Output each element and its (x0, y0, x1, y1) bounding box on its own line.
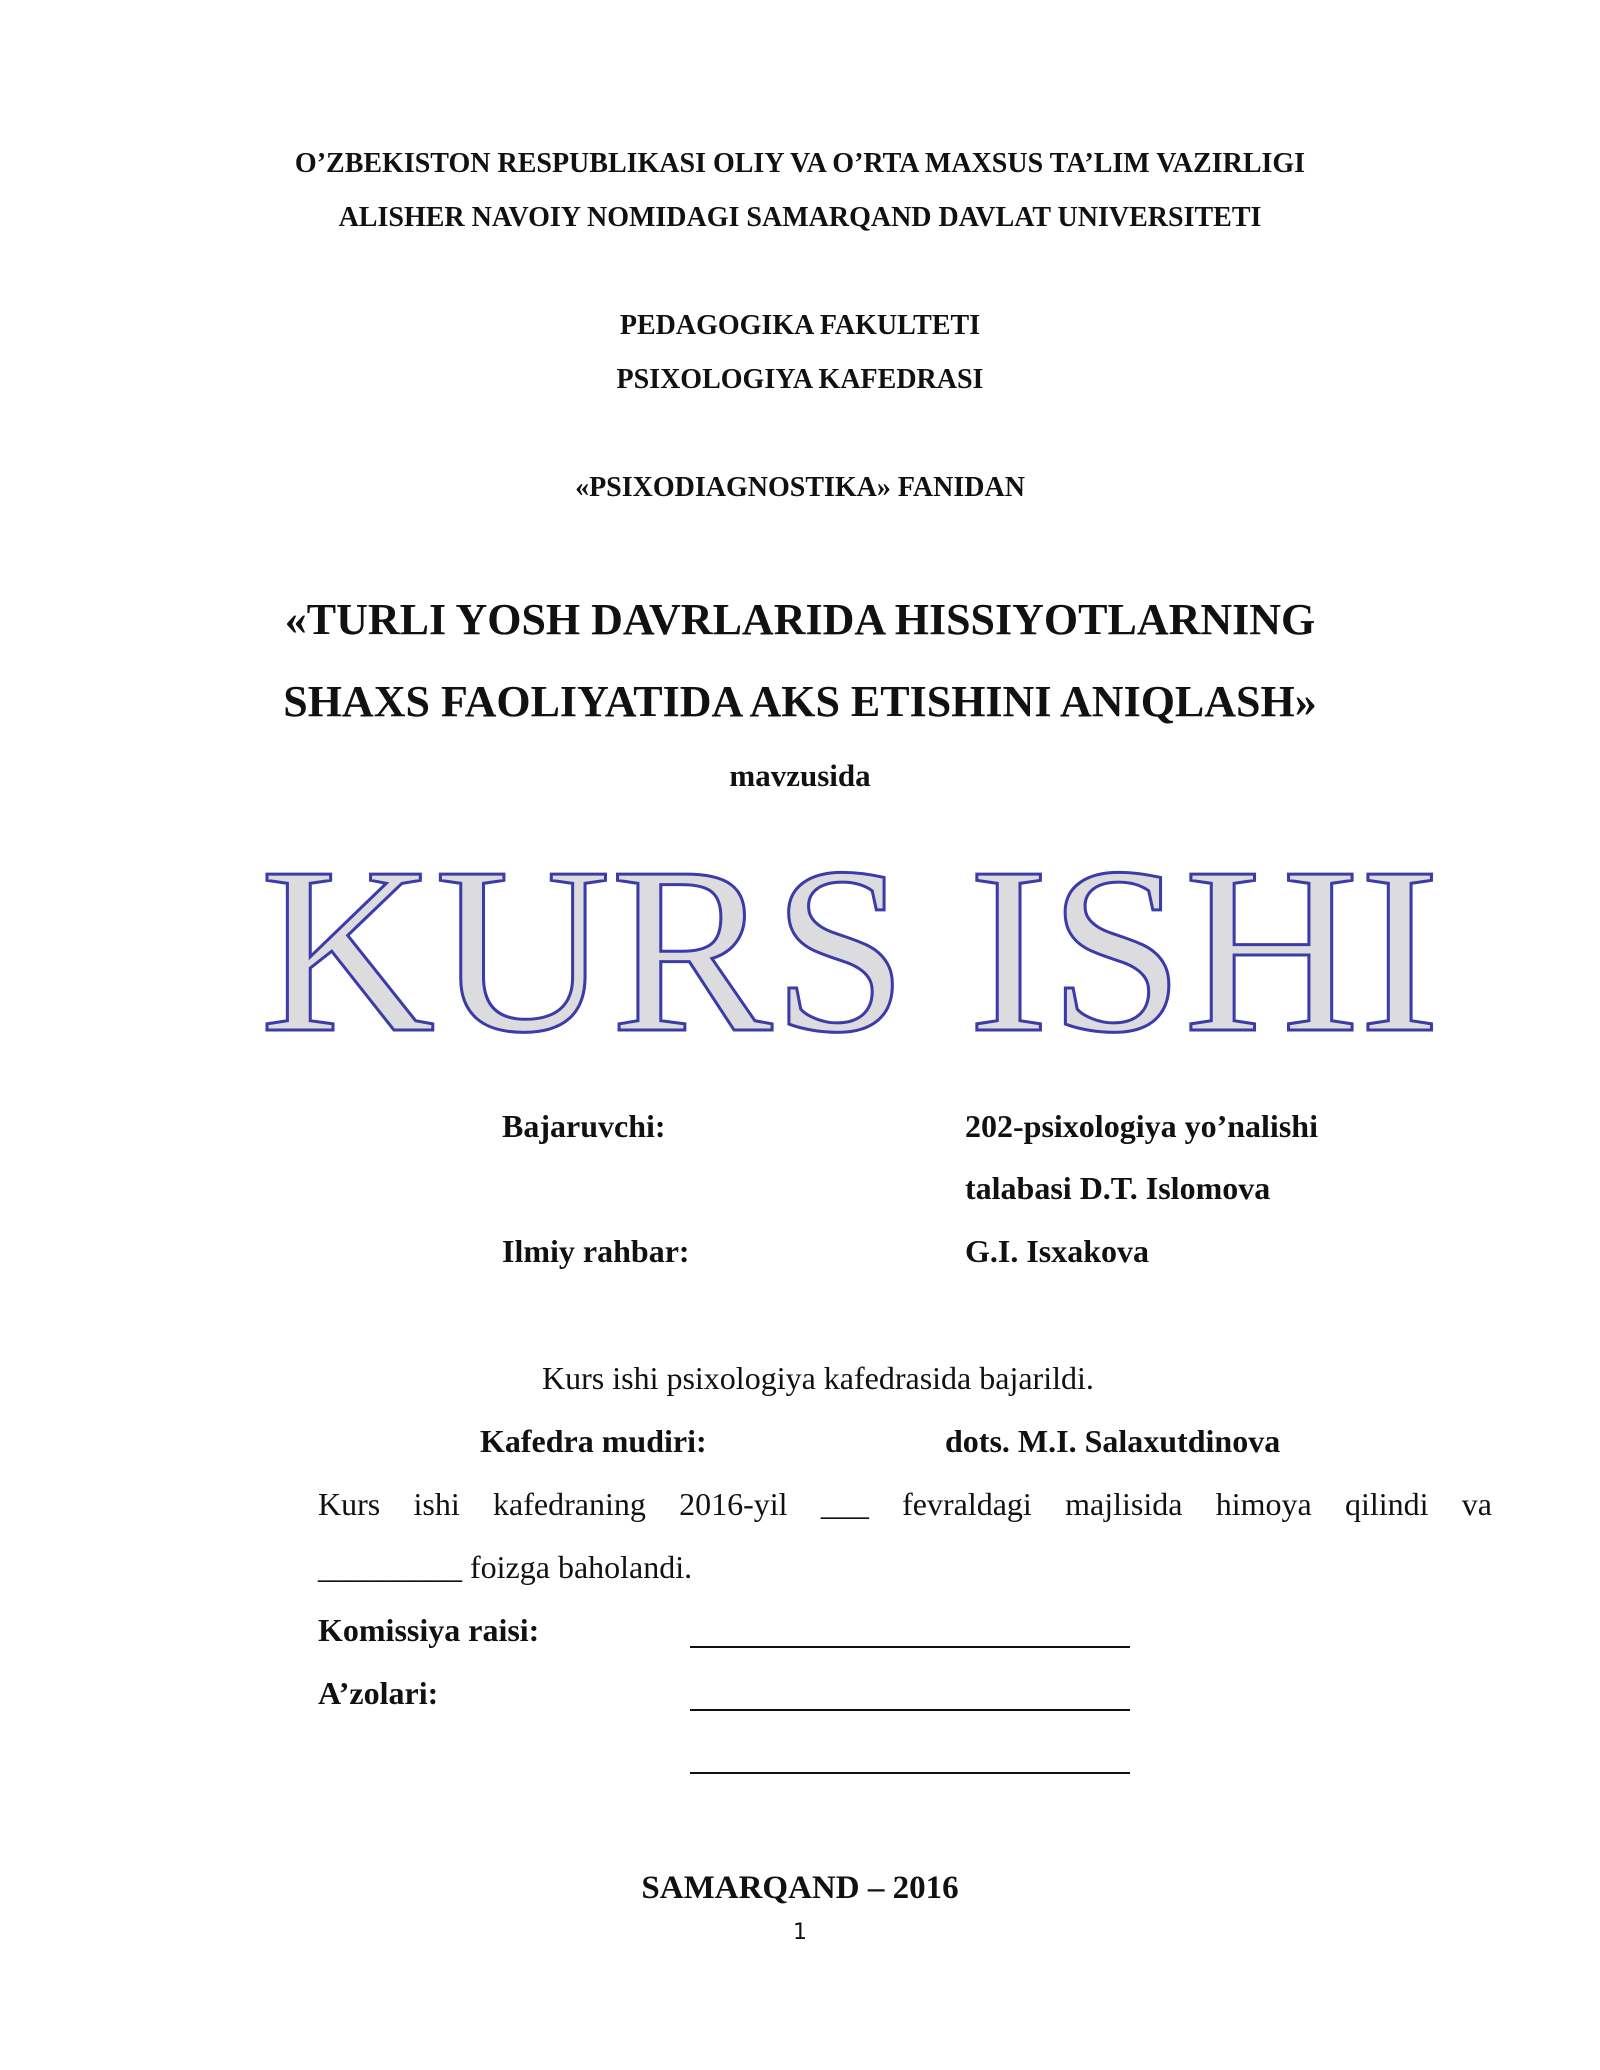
performer-line-2: talabasi D.T. Islomova (965, 1170, 1271, 1206)
completion-statement: Kurs ishi psixologiya kafedrasida bajarildi. (542, 1360, 1094, 1396)
chair-signature-line (690, 1646, 1130, 1648)
defense-word: qilindi (1344, 1486, 1429, 1522)
defense-word: ___ (820, 1486, 869, 1522)
member-signature-line-2 (690, 1772, 1130, 1774)
head-name: dots. M.I. Salaxutdinova (945, 1423, 1281, 1459)
place-year: SAMARQAND – 2016 (641, 1870, 959, 1906)
performer-line-1: 202-psixologiya yo’nalishi (965, 1108, 1318, 1144)
kurs-ishi-title-text: KURS ISHI (260, 840, 1440, 1040)
defense-word: majlisida (1065, 1486, 1183, 1522)
defense-word: va (1461, 1486, 1492, 1522)
faculty-heading: PEDAGOGIKA FAKULTETI (619, 310, 981, 341)
defense-word: fevraldagi (902, 1486, 1032, 1522)
university-heading: ALISHER NAVOIY NOMIDAGI SAMARQAND DAVLAT UNIVERSITETI (338, 202, 1262, 233)
supervisor-name: G.I. Isxakova (965, 1233, 1150, 1269)
commission-members-label: A’zolari: (318, 1675, 439, 1711)
supervisor-label: Ilmiy rahbar: (502, 1233, 690, 1269)
kurs-ishi-title (240, 840, 1460, 1040)
member-signature-line-1 (690, 1709, 1130, 1711)
defense-word: Kurs (318, 1486, 381, 1522)
topic-suffix: mavzusida (729, 758, 871, 793)
defense-line-2: _________ foizga baholandi. (318, 1549, 693, 1585)
head-label: Kafedra mudiri: (480, 1423, 707, 1459)
defense-word: ishi (413, 1486, 460, 1522)
commission-chair-label: Komissiya raisi: (318, 1612, 540, 1648)
department-heading: PSIXOLOGIYA KAFEDRASI (616, 364, 984, 395)
defense-line-1 (318, 1484, 1492, 1524)
performer-label: Bajaruvchi: (502, 1108, 666, 1144)
defense-word: kafedraning (493, 1486, 646, 1522)
topic-line-1: «TURLI YOSH DAVRLARIDA HISSIYOTLARNING (284, 595, 1316, 644)
page-number: 1 (793, 1920, 807, 1945)
defense-word: himoya (1215, 1486, 1312, 1522)
subject-heading: «PSIXODIAGNOSTIKA» FANIDAN (575, 472, 1025, 503)
topic-line-2: SHAXS FAOLIYATIDA AKS ETISHINI ANIQLASH» (283, 677, 1317, 726)
ministry-heading: O’ZBEKISTON RESPUBLIKASI OLIY VA O’RTA MAXSUS TA’LIM VAZIRLIGI (294, 148, 1306, 179)
defense-word: 2016-yil (679, 1486, 788, 1522)
